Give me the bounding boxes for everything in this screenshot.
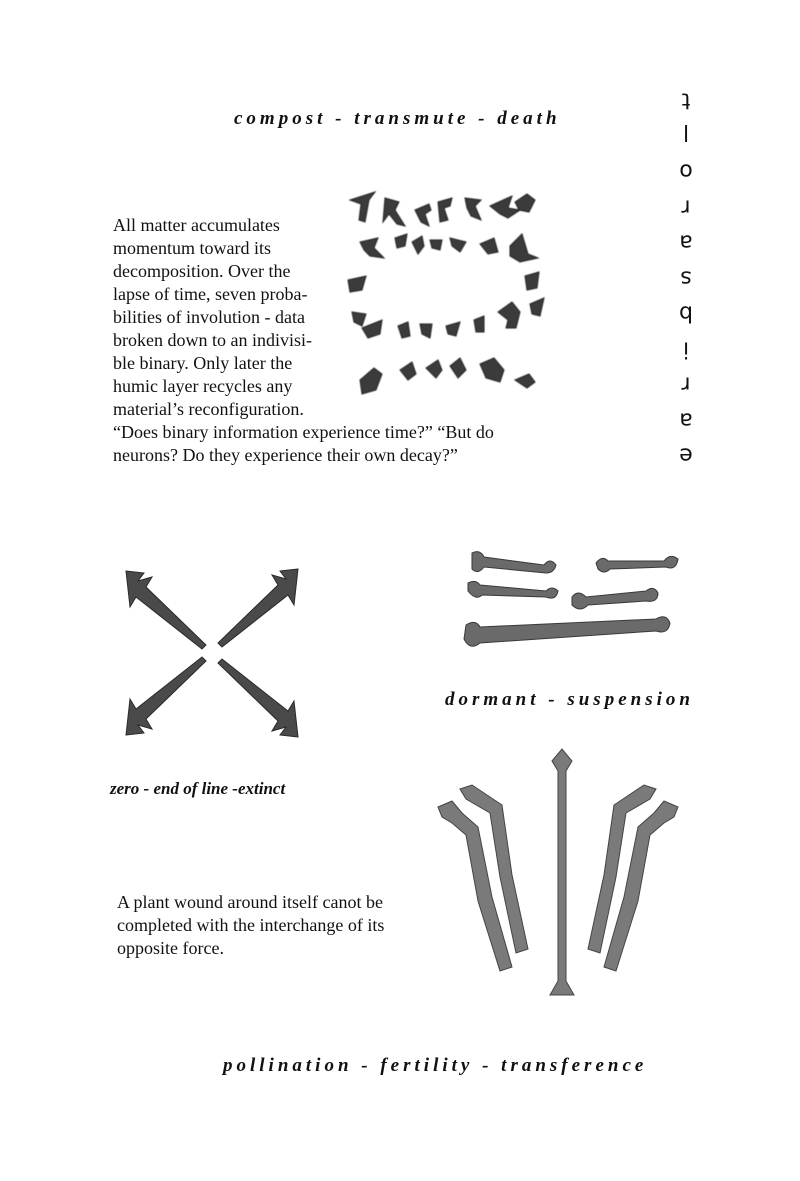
- caption-compost: compost - transmute - death: [234, 108, 561, 129]
- glyph-cluster-image: [340, 180, 575, 415]
- vertical-letter: e: [679, 442, 693, 468]
- paragraph-quote: [113, 421, 494, 467]
- text-line: momentum toward its: [113, 238, 271, 258]
- text-line: completed with the interchange of its: [117, 915, 385, 935]
- crossed-spikes-image: [108, 563, 316, 743]
- vertical-title: [672, 82, 700, 473]
- text-line: lapse of time, seven proba-: [113, 284, 308, 304]
- vertical-letter: a: [679, 407, 693, 432]
- text-line: All matter accumulates: [113, 215, 280, 235]
- text-line: neurons? Do they experience their own decay?”: [113, 445, 458, 465]
- caption-pollination: pollination - fertility - transference: [223, 1055, 648, 1076]
- text-line: broken down to an indivisi-: [113, 330, 312, 350]
- vertical-letter: a: [679, 229, 693, 255]
- vertical-letter: o: [679, 158, 693, 184]
- vertical-letter: i: [682, 336, 690, 361]
- vertical-letter: r: [681, 194, 691, 219]
- vertical-letter: b: [679, 300, 693, 326]
- vertical-letter: r: [681, 371, 691, 397]
- text-line: “Does binary information experience time?” “But do: [113, 422, 494, 442]
- text-line: decomposition. Over the: [113, 261, 291, 281]
- text-line: bilities of involution - data: [113, 307, 305, 327]
- plant-figure-image: [432, 745, 684, 1003]
- paragraph-matter: [113, 214, 312, 421]
- caption-dormant: dormant - suspension: [445, 689, 694, 710]
- bones-image: [462, 545, 694, 655]
- vertical-letter: l: [682, 122, 690, 148]
- text-line: material’s reconfiguration.: [113, 399, 304, 419]
- text-line: opposite force.: [117, 938, 224, 958]
- vertical-letter: t: [681, 87, 691, 113]
- text-line: A plant wound around itself canot be: [117, 892, 383, 912]
- text-line: ble binary. Only later the: [113, 353, 293, 373]
- vertical-letter: s: [680, 265, 692, 290]
- paragraph-plant: [117, 891, 384, 960]
- caption-zero: zero - end of line -extinct: [110, 779, 286, 798]
- text-line: humic layer recycles any: [113, 376, 293, 396]
